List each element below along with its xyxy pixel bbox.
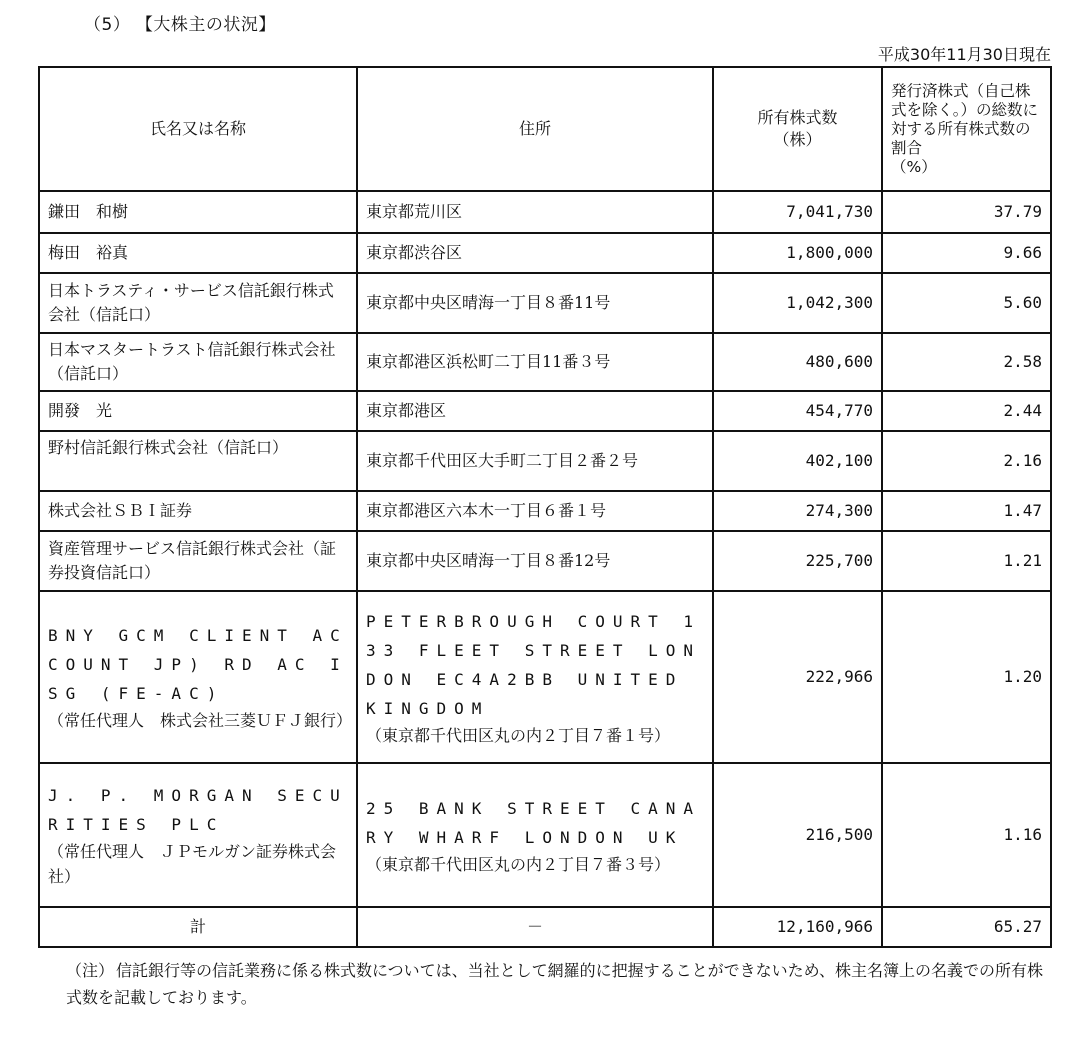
table-row — [39, 233, 1051, 273]
total-row — [39, 907, 1051, 947]
ownership-ratio: 1.20 — [882, 591, 1051, 763]
table-row — [39, 191, 1051, 233]
shares-held: 454,770 — [713, 391, 882, 431]
section-heading — [84, 10, 276, 35]
shareholder-address-latin: 25 BANK STREET CANARY WHARF LONDON UK — [366, 798, 702, 847]
shareholder-name: 日本マスタートラスト信託銀行株式会社（信託口） — [39, 333, 357, 391]
section-number: （5） — [84, 15, 131, 35]
table-row — [39, 333, 1051, 391]
shareholder-name-cell — [39, 591, 357, 763]
shareholder-address-cell — [357, 591, 713, 763]
table-row — [39, 591, 1051, 763]
shareholder-address: 東京都港区 — [357, 391, 713, 431]
shareholder-address-jp: （東京都千代田区丸の内２丁目７番３号） — [366, 854, 671, 874]
shareholder-address: 東京都渋谷区 — [357, 233, 713, 273]
shares-held: 402,100 — [713, 431, 882, 491]
shareholder-name: 資産管理サービス信託銀行株式会社（証券投資信託口） — [39, 531, 357, 591]
shares-held: 1,800,000 — [713, 233, 882, 273]
table-header-row — [39, 67, 1051, 191]
header-name: 氏名又は名称 — [39, 67, 357, 191]
footnote-text: 信託銀行等の信託業務に係る株式数については、当社として網羅的に把握することができないため、株主名簿上の名義での所有株式数を記載しております。 — [66, 961, 1044, 1007]
ownership-ratio: 37.79 — [882, 191, 1051, 233]
table-row — [39, 491, 1051, 531]
shareholder-name: 野村信託銀行株式会社（信託口） — [39, 431, 357, 491]
shares-held: 225,700 — [713, 531, 882, 591]
section-title: 【大株主の状況】 — [144, 15, 276, 35]
standing-proxy: （常任代理人 株式会社三菱ＵＦＪ銀行） — [48, 711, 353, 730]
ownership-ratio: 2.16 — [882, 431, 1051, 491]
shareholder-address-jp: （東京都千代田区丸の内２丁目７番１号） — [366, 725, 671, 745]
shareholder-name-latin: BNY GCM CLIENT ACCOUNT JP) RD AC ISG (FE-AC) — [48, 626, 348, 703]
ownership-ratio: 9.66 — [882, 233, 1051, 273]
ownership-ratio: 1.16 — [882, 763, 1051, 907]
shareholder-address: 東京都港区六本木一丁目６番１号 — [357, 491, 713, 531]
table-row — [39, 431, 1051, 491]
shares-held: 274,300 — [713, 491, 882, 531]
table-row — [39, 391, 1051, 431]
shareholder-name: 日本トラスティ・サービス信託銀行株式会社（信託口） — [39, 273, 357, 333]
shareholder-name: 梅田 裕真 — [39, 233, 357, 273]
as-of-date: 平成30年11月30日現在 — [877, 45, 1051, 64]
major-shareholders-table — [38, 66, 1052, 948]
shares-held: 222,966 — [713, 591, 882, 763]
shareholder-name: 開發 光 — [39, 391, 357, 431]
standing-proxy: （常任代理人 ＪＰモルガン証券株式会社） — [48, 842, 337, 886]
ownership-ratio: 2.44 — [882, 391, 1051, 431]
ownership-ratio: 5.60 — [882, 273, 1051, 333]
shareholder-name: 鎌田 和樹 — [39, 191, 357, 233]
shareholder-name-latin: J. P. MORGAN SECURITIES PLC — [48, 786, 348, 834]
shareholder-address: 東京都荒川区 — [357, 191, 713, 233]
footnote — [66, 957, 1056, 1011]
ownership-ratio: 1.47 — [882, 491, 1051, 531]
total-ratio: 65.27 — [882, 907, 1051, 947]
shareholder-name: 株式会社ＳＢＩ証券 — [39, 491, 357, 531]
header-shares: 所有株式数 （株） — [713, 67, 882, 191]
shares-held: 1,042,300 — [713, 273, 882, 333]
shareholder-name-cell — [39, 763, 357, 907]
shareholder-address: 東京都千代田区大手町二丁目２番２号 — [357, 431, 713, 491]
shares-held: 216,500 — [713, 763, 882, 907]
shareholder-address: 東京都中央区晴海一丁目８番11号 — [357, 273, 713, 333]
shares-held: 480,600 — [713, 333, 882, 391]
total-address: － — [357, 907, 713, 947]
total-label: 計 — [39, 907, 357, 947]
table-row — [39, 531, 1051, 591]
header-address: 住所 — [357, 67, 713, 191]
ownership-ratio: 1.21 — [882, 531, 1051, 591]
header-ratio: 発行済株式（自己株式を除く。）の総数に対する所有株式数の割合 （%） — [882, 67, 1051, 191]
table-row — [39, 273, 1051, 333]
shareholder-address: 東京都港区浜松町二丁目11番３号 — [357, 333, 713, 391]
footnote-label: （注） — [66, 961, 115, 980]
shareholder-address-latin: PETERBROUGH COURT 133 FLEET STREET LONDON EC4A2BB UNITED KINGDOM — [366, 611, 702, 718]
ownership-ratio: 2.58 — [882, 333, 1051, 391]
total-shares: 12,160,966 — [713, 907, 882, 947]
table-row — [39, 763, 1051, 907]
shareholder-address-cell — [357, 763, 713, 907]
shares-held: 7,041,730 — [713, 191, 882, 233]
shareholder-address: 東京都中央区晴海一丁目８番12号 — [357, 531, 713, 591]
